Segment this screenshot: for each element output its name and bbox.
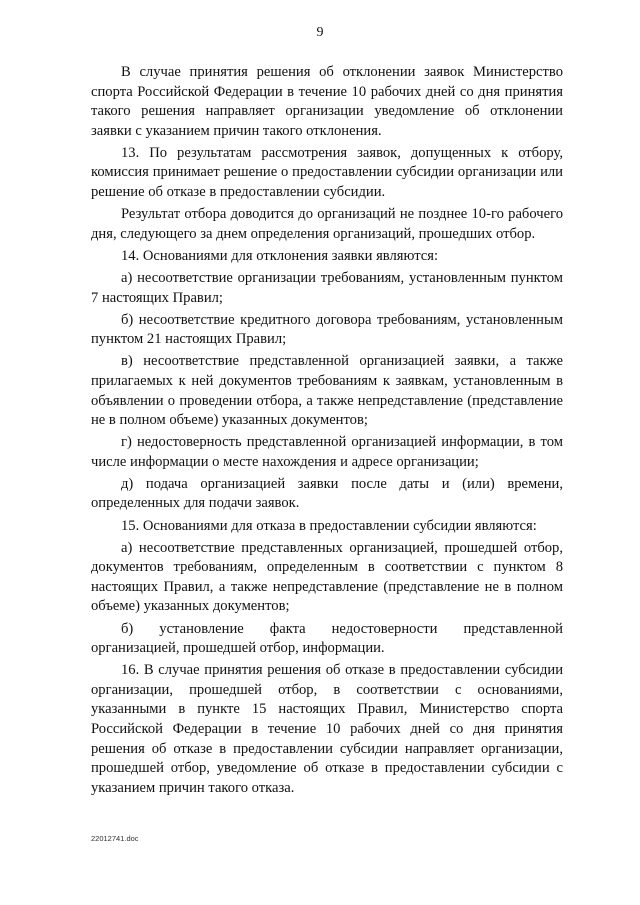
paragraph-selection-result: Результат отбора доводится до организаций не позднее 10-го рабочего дня, следующего за днем определения организаций, прошедших отбор. (91, 206, 563, 242)
paragraph-14-heading: 14. Основаниями для отклонения заявки являются: (121, 247, 439, 264)
paragraph-14v: в) несоответствие представленной организацией заявки, а также прилагаемых к ней документов требованиям к заявкам, установленным в объявлении о проведении отбора, а также непредставление (представление не в полном объеме) указанных документов; (91, 353, 563, 429)
paragraph-16-refusal: 16. В случае принятия решения об отказе в предоставлении субсидии организации, прошедшей отбор, в соответствии с основаниями, указанными в пункте 15 настоящих Правил, Министерство спорта Российской Федерации в течение 10 рабочих дней со дня принятия решения об отказе в предоставлении субсидии направляет организации, прошедшей отбор, уведомление об отказе в предоставлении субсидии с указанием причин такого отказа. (91, 662, 563, 796)
footer-filename: 22012741.doc (91, 834, 139, 843)
paragraph-14b: б) несоответствие кредитного договора требованиям, установленным пунктом 21 настоящих Правил; (91, 311, 563, 348)
paragraph-14g: г) недостоверность представленной организацией информации, в том числе информации о месте нахождения и адресе организации; (91, 434, 563, 470)
paragraph-13-decision: 13. По результатам рассмотрения заявок, допущенных к отбору, комиссия принимает решение о предоставлении субсидии организации или решение об отказе в предоставлении субсидии. (91, 144, 563, 201)
document-body (91, 63, 563, 798)
paragraph-15a: а) несоответствие представленных организацией, прошедшей отбор, документов требованиям, определенным в соответствии с пунктом 8 настоящих Правил, а также непредставление (представление не в полном объеме) указанных документов; (91, 539, 563, 615)
paragraph-15-heading: 15. Основаниями для отказа в предоставлении субсидии являются: (121, 517, 537, 534)
paragraph-rejection-notice: В случае принятия решения об отклонении заявок Министерство спорта Российской Федерации в течение 10 рабочих дней со дня принятия такого решения направляет организации уведомление об отклонении заявки с указанием причин такого отклонения. (91, 64, 563, 139)
paragraph-14d: д) подача организацией заявки после даты и (или) времени, определенных для подачи заявок. (91, 475, 563, 512)
paragraph-15b: б) установление факта недостоверности представленной организацией, прошедшей отбор, информации. (91, 620, 563, 657)
page-number: 9 (316, 25, 324, 40)
paragraph-14a: а) несоответствие организации требованиям, установленным пунктом 7 настоящих Правил; (91, 269, 563, 306)
